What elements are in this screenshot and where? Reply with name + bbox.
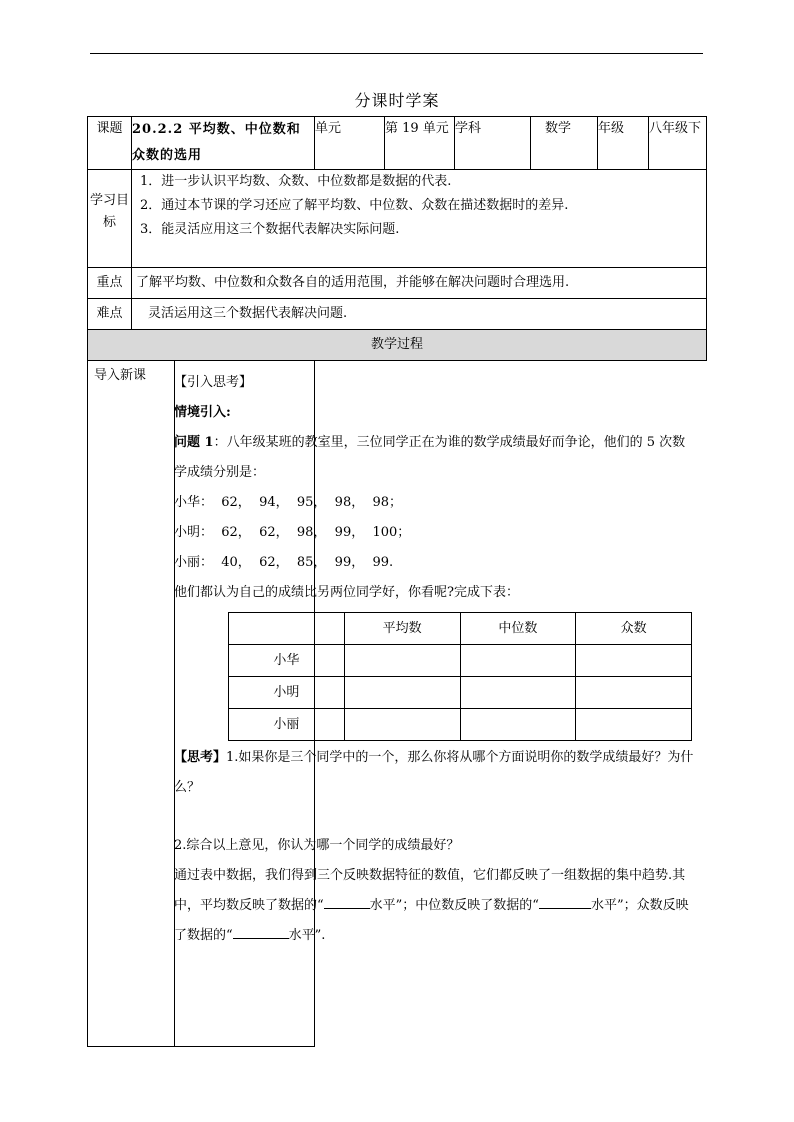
goal-item: 2．通过本节课的学习还应了解平均数、中位数、众数在描述数据时的差异. xyxy=(140,198,569,213)
subject-label: 学科 xyxy=(455,117,531,170)
score-line: 小华： 62， 94， 95， 98， 98； xyxy=(174,495,403,510)
header-rule xyxy=(90,53,703,54)
fill-blank[interactable] xyxy=(539,895,591,909)
process-header-row xyxy=(88,330,707,361)
think-q1-text: 1.如果你是三个同学中的一个，那么你将从哪个方面说明你的数学成绩最好？为什么？ xyxy=(174,750,694,795)
stats-row xyxy=(229,677,692,709)
stats-blank-cell[interactable] xyxy=(576,677,692,709)
stats-row-label: 小明 xyxy=(229,677,345,709)
goals-row xyxy=(88,170,707,268)
grade-label: 年级 xyxy=(598,117,649,170)
subject-value: 数学 xyxy=(531,117,598,170)
section-heading: 【引入思考】 xyxy=(174,375,253,390)
header-row xyxy=(88,117,707,170)
problem-text: ：八年级某班的教室里，三位同学正在为谁的数学成绩最好而争论，他们的 5 次数学成绩分别是： xyxy=(174,435,686,480)
stats-header-cell xyxy=(229,613,345,645)
goal-item: 1．进一步认识平均数、众数、中位数都是数据的代表. xyxy=(140,174,452,189)
unit-label: 单元 xyxy=(315,117,385,170)
table-prompt: 他们都认为自己的成绩比另两位同学好，你看呢?完成下表： xyxy=(174,585,519,600)
process-title: 教学过程 xyxy=(88,330,707,361)
goals-label: 学习目标 xyxy=(88,170,132,268)
stats-header-cell: 平均数 xyxy=(344,613,460,645)
stats-row-label: 小丽 xyxy=(229,709,345,741)
fill-blank[interactable] xyxy=(324,895,370,909)
conclusion xyxy=(174,861,698,951)
stats-row xyxy=(229,645,692,677)
goal-item: 3．能灵活应用这三个数据代表解决实际问题. xyxy=(140,222,400,237)
unit-value: 第 19 单元 xyxy=(385,117,455,170)
conclusion-part: 水平”；众数反映了数据的“ xyxy=(174,898,689,943)
stats-row-label: 小华 xyxy=(229,645,345,677)
stats-header-row xyxy=(229,613,692,645)
stats-table xyxy=(228,612,692,741)
intro-content xyxy=(166,362,708,951)
stats-blank-cell[interactable] xyxy=(344,645,460,677)
key-point-row xyxy=(88,268,707,299)
conclusion-part: 水平”. xyxy=(288,928,326,943)
stats-blank-cell[interactable] xyxy=(576,645,692,677)
grade-value: 八年级下 xyxy=(649,117,707,170)
stats-blank-cell[interactable] xyxy=(460,709,576,741)
stats-blank-cell[interactable] xyxy=(344,677,460,709)
key-point-label: 重点 xyxy=(88,268,132,299)
stats-blank-cell[interactable] xyxy=(576,709,692,741)
problem-1 xyxy=(174,428,698,488)
think-question-1 xyxy=(174,743,698,803)
difficulty-label: 难点 xyxy=(88,299,132,330)
intro-label: 导入新课 xyxy=(88,361,175,1046)
stats-blank-cell[interactable] xyxy=(460,677,576,709)
think-label: 【思考】 xyxy=(174,750,227,765)
difficulty-text: 灵活运用这三个数据代表解决问题. xyxy=(132,299,707,330)
key-point-text: 了解平均数、中位数和众数各自的适用范围，并能够在解决问题时合理选用. xyxy=(132,268,707,299)
topic-label: 课题 xyxy=(88,117,132,170)
problem-label: 问题 1 xyxy=(174,435,214,450)
conclusion-part: 通过表中数据，我们得到三个反映数据特征的数值，它们都反映了一组数据的集中趋势.其中，平均数反映了数据的“ xyxy=(174,868,686,913)
stats-blank-cell[interactable] xyxy=(460,645,576,677)
goals-list xyxy=(132,170,707,268)
topic-value: 20.2.2 平均数、中位数和众数的选用 xyxy=(132,117,315,170)
think-question-2: 2.综合以上意见，你认为哪一个同学的成绩最好？ xyxy=(174,838,460,853)
difficulty-row xyxy=(88,299,707,330)
score-line: 小丽： 40， 62， 85， 99， 99. xyxy=(174,555,394,570)
scenario-heading: 情境引入: xyxy=(174,405,231,420)
stats-header-cell: 众数 xyxy=(576,613,692,645)
answer-space[interactable] xyxy=(174,803,698,831)
fill-blank[interactable] xyxy=(233,925,289,939)
page-title: 分课时学案 xyxy=(354,91,440,110)
conclusion-part: 水平”；中位数反映了数据的“ xyxy=(369,898,539,913)
score-line: 小明： 62， 62， 98， 99， 100； xyxy=(174,525,411,540)
stats-blank-cell[interactable] xyxy=(344,709,460,741)
stats-row xyxy=(229,709,692,741)
stats-header-cell: 中位数 xyxy=(460,613,576,645)
